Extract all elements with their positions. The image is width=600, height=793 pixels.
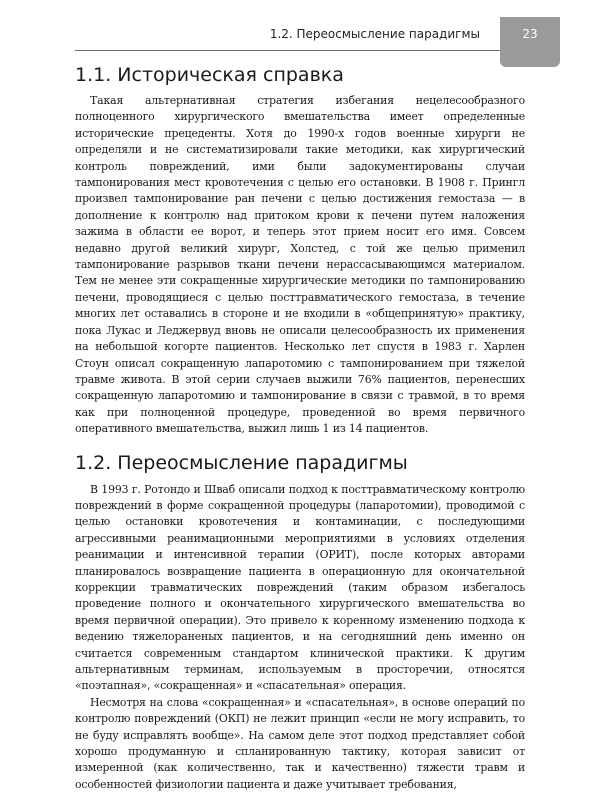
paragraph: Такая альтернативная стратегия избегания нецелесообразного полноценного хирургического вмешательства имеет определенные исторические прецеденты. Хотя до 1990-х годов военные хирурги не определяли и не систематизировали такие методики, как хирургический контроль повреждений, ими были задокументированы случаи тампонирования мест кровотечения с целью его остановки. В 1908 г. Прингл произвел тампонирование ран печени с целью достижения гемостаза — в дополнение к контролю над притоком крови к печени путем наложения зажима в области ее ворот, и теперь этот прием носит его имя. Совсем недавно другой великий хирург, Холстед, с той же целью применил тампонирование разрывов ткани печени нерассасывающимся материалом. Тем не менее эти сокращенные хирургические методики по тампонированию печени, проводящиеся с целью посттравматического гемостаза, в течение многих лет оставались в стороне и не входили в «общепринятую» практику, пока Лукас и Леджервуд вновь не описали целесообразность их применения на небольшой когорте пациентов. Несколько лет спустя в 1983 г. Харлен Стоун описал сокращенную лапаротомию с тампонированием при тяжелой травме живота. В этой серии случаев выжили 76% пациентов, перенесших сокращенную лапаротомию и тампонирование в связи с травмой, в то время как при полноценной процедуре, проведенной во время первичного оперативного вмешательства, выжил лишь 1 из 14 пациентов.	[75, 94, 525, 436]
section-heading-paradigm-rethinking: 1.2. Переосмысление парадигмы	[75, 451, 408, 474]
page-number: 23	[522, 27, 538, 41]
page-number-tab	[500, 17, 560, 67]
running-header-title: 1.2. Переосмысление парадигмы	[269, 27, 480, 41]
paragraph: Несмотря на слова «сокращенная» и «спасательная», в основе операций по контролю повреждений (ОКП) не лежит принцип «если не могу исправить, то не буду исправлять вообще». На самом деле этот подход представляет собой хорошо продуманную и спланированную тактику, которая зависит от измеренной (как количественно, так и качественно) тяжести травм и особенностей физиологии пациента и даже учитывает требования,	[75, 695, 525, 791]
section-heading-historical-background: 1.1. Историческая справка	[75, 64, 344, 86]
page-content	[75, 62, 525, 793]
header-rule	[75, 50, 525, 51]
paragraph: В 1993 г. Ротондо и Шваб описали подход к посттравматическому контролю повреждений в форме сокращенной процедуры (лапаротомии), проводимой с целью остановки кровотечения и контаминации, с последующими агрессивными реанимационными мероприятиями в условиях отделения реанимации и интенсивной терапии (ОРИТ), после которых авторами планировалось возвращение пациента в операционную для окончательной коррекции травматических повреждений (таким образом избегалось проведение полного и окончательного хирургического вмешательства во время первичной операции). Это привело к коренному изменению подхода к ведению тяжелораненых пациентов, и на сегодняшний день именно он считается современным стандартом клинической практики. К другим альтернативным терминам, используемым в просторечии, относятся «поэтапная», «сокращенная» и «спасательная» операция.	[75, 482, 525, 693]
